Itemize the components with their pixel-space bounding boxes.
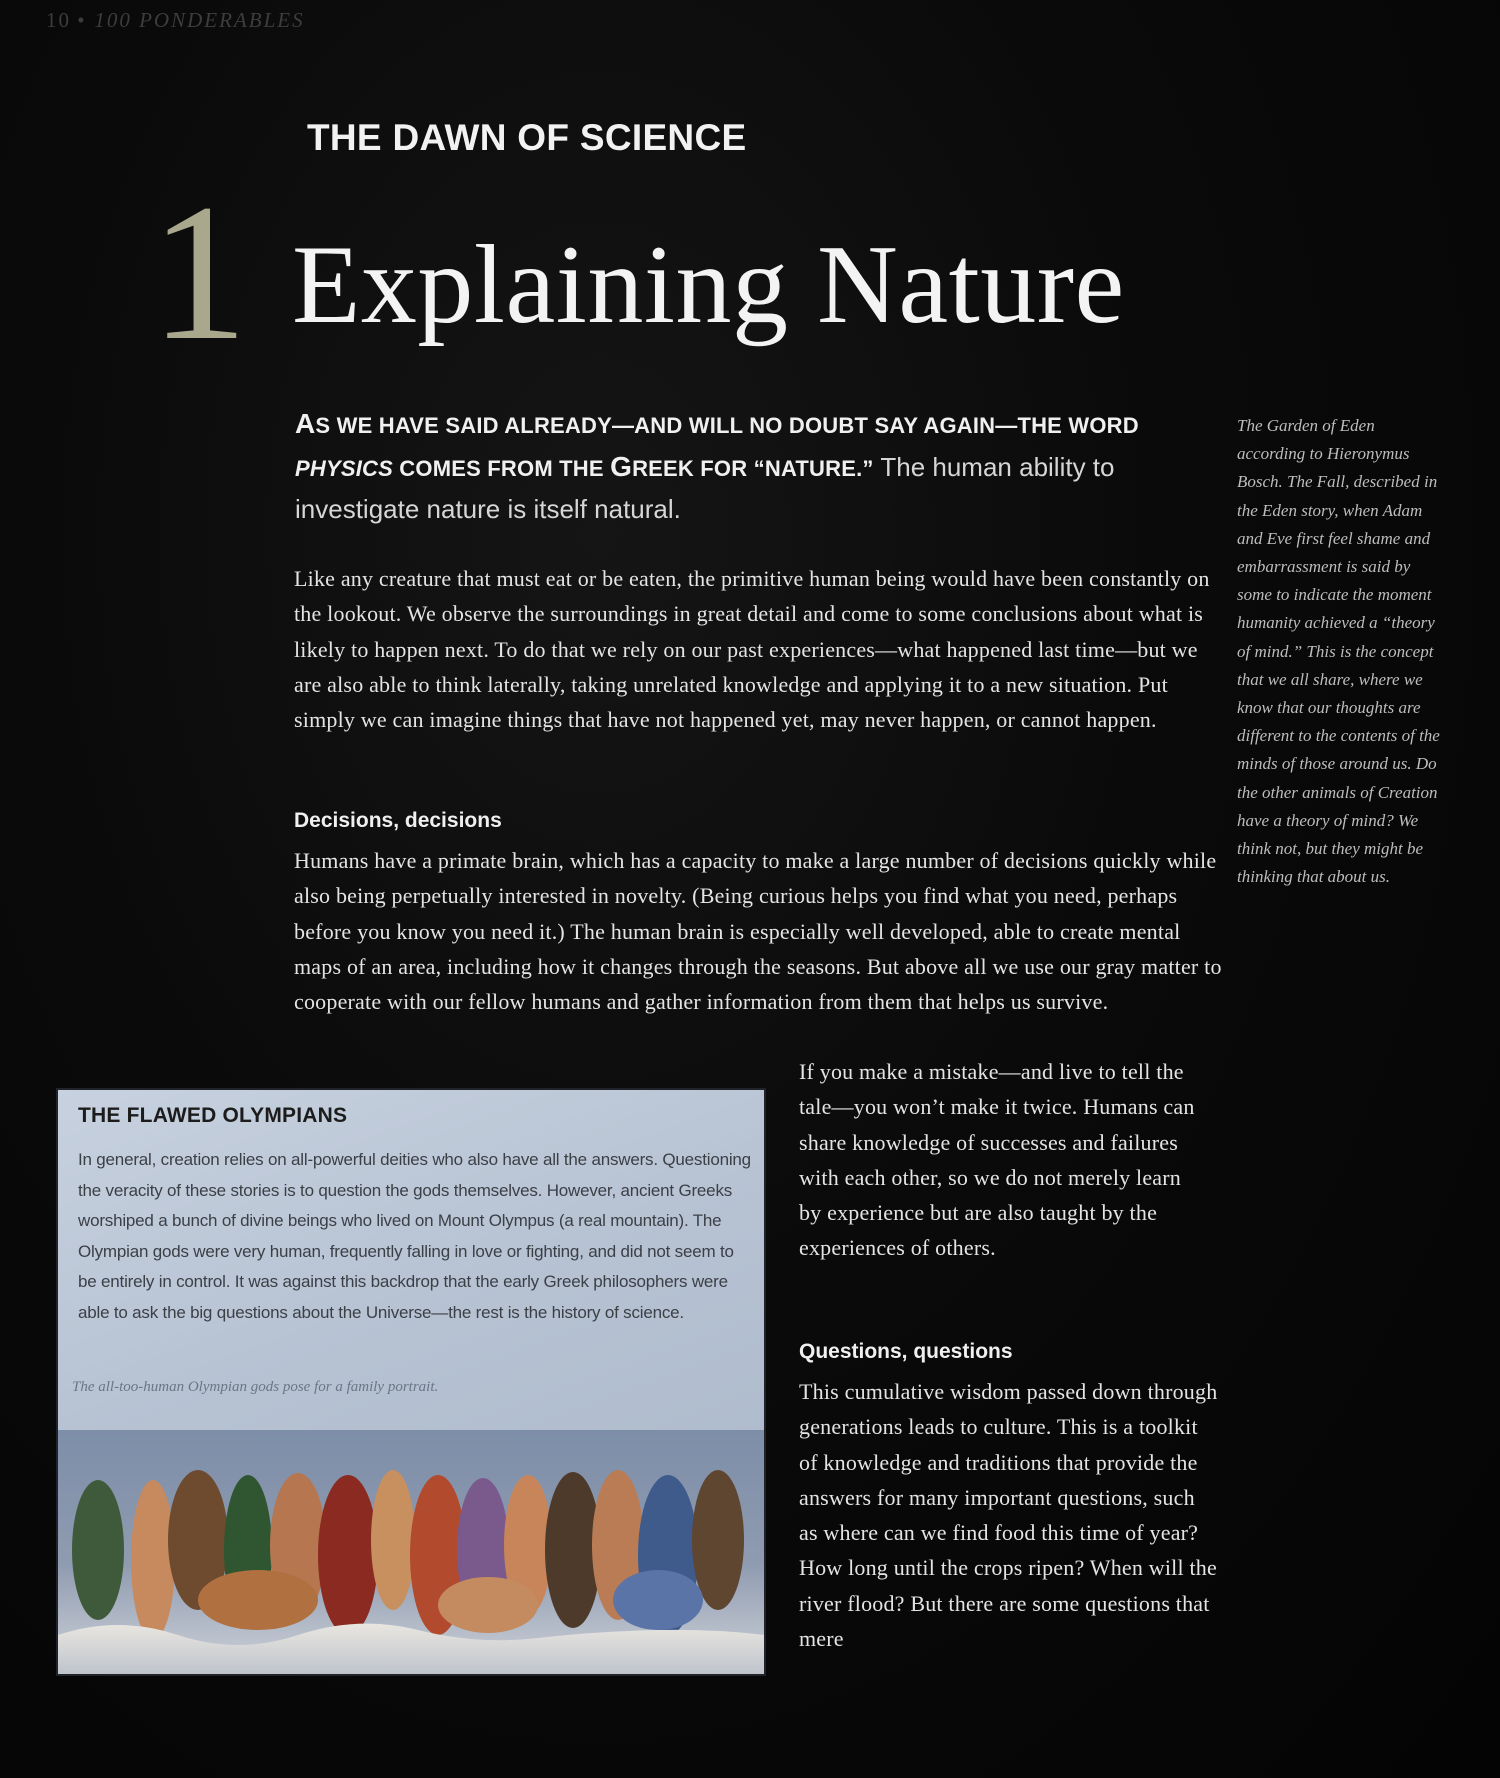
running-head-separator: • — [77, 8, 87, 32]
box-text: In general, creation relies on all-powerful deities who also have all the answers. Questioning the veracity of these stories is to question the gods themselves. However, ancient Greeks worshiped a bunch of divine beings who lived on Mount Olympus (a real mountain). The Olympian gods were very human, frequently falling in love or fighting, and did not seem to be entirely in control. It was against this backdrop that the early Greek philosophers were able to ask the big questions about the Universe—the rest is the history of science. — [78, 1150, 751, 1322]
body-paragraph-4: This cumulative wisdom passed down through generations leads to culture. This is a toolkit of knowledge and traditions that provide the answers for many important questions, such as where can we find food this time of year? How long until the crops ripen? When will the river flood? But there are some questions that mere — [799, 1379, 1218, 1652]
sidebar-box-flawed-olympians — [58, 1090, 764, 1674]
page-number: 10 — [46, 8, 71, 32]
intro-paragraph — [295, 403, 1175, 530]
sidebar-caption: The Garden of Eden according to Hieronymus Bosch. The Fall, described in the Eden story, when Adam and Eve first feel shame and embarrassment is said by some to indicate the moment humanity achieved a “theory of mind.” This is the concept that we all share, where we know that our thoughts are different to the contents of the minds of those around us. Do the other animals of Creation have a theory of mind? We think not, but they might be thinking that about us. — [1237, 416, 1440, 887]
subheading-decisions: Decisions, decisions — [294, 809, 502, 832]
painting-clouds — [58, 1624, 764, 1674]
subheading-questions: Questions, questions — [799, 1340, 1013, 1363]
box-image-caption: The all-too-human Olympian gods pose for a family portrait. — [72, 1379, 439, 1395]
chapter-number: 1 — [150, 164, 248, 381]
intro-lead-text-3: REEK FOR — [632, 456, 754, 481]
intro-lead-text-1: S WE HAVE SAID ALREADY—AND WILL NO DOUBT SAY AGAIN—THE WORD — [315, 413, 1139, 438]
intro-body-text: The human ability to investigate nature is itself natural. — [295, 452, 1115, 524]
intro-lead-quote: “NATURE.” — [753, 456, 874, 481]
book-title: 100 PONDERABLES — [94, 8, 305, 32]
section-label: THE DAWN OF SCIENCE — [307, 117, 747, 158]
box-title: THE FLAWED OLYMPIANS — [78, 1104, 348, 1127]
intro-lead-capital-2: G — [610, 451, 633, 482]
intro-lead-italic: PHYSICS — [295, 456, 393, 481]
intro-lead-text-2: COMES FROM THE — [392, 456, 611, 481]
chapter-title: Explaining Nature — [292, 223, 1125, 347]
olympian-gods-painting — [58, 1430, 764, 1674]
intro-lead-capital: A — [295, 408, 316, 439]
body-paragraph-1: Like any creature that must eat or be eaten, the primitive human being would have been constantly on the lookout. We observe the surroundings in great detail and come to some conclusions about what is likely to happen next. To do that we rely on our past experiences—what happened last time—but we are also able to think laterally, taking unrelated knowledge and applying it to a new situation. Put simply we can imagine things that have not happened yet, may never happen, or cannot happen. — [294, 566, 1210, 733]
body-paragraph-3: If you make a mistake—and live to tell the tale—you won’t make it twice. Humans can share knowledge of successes and failures with each other, so we do not merely learn by experience but are also taught by the experiences of others. — [799, 1059, 1195, 1261]
body-paragraph-2: Humans have a primate brain, which has a capacity to make a large number of decisions quickly while also being perpetually interested in novelty. (Being curious helps you find what you need, perhaps before you know you need it.) The human brain is especially well developed, able to create mental maps of an area, including how it changes through the seasons. But above all we use our gray matter to cooperate with our fellow humans and gather information from them that helps us survive. — [294, 848, 1222, 1015]
running-head — [46, 8, 305, 33]
